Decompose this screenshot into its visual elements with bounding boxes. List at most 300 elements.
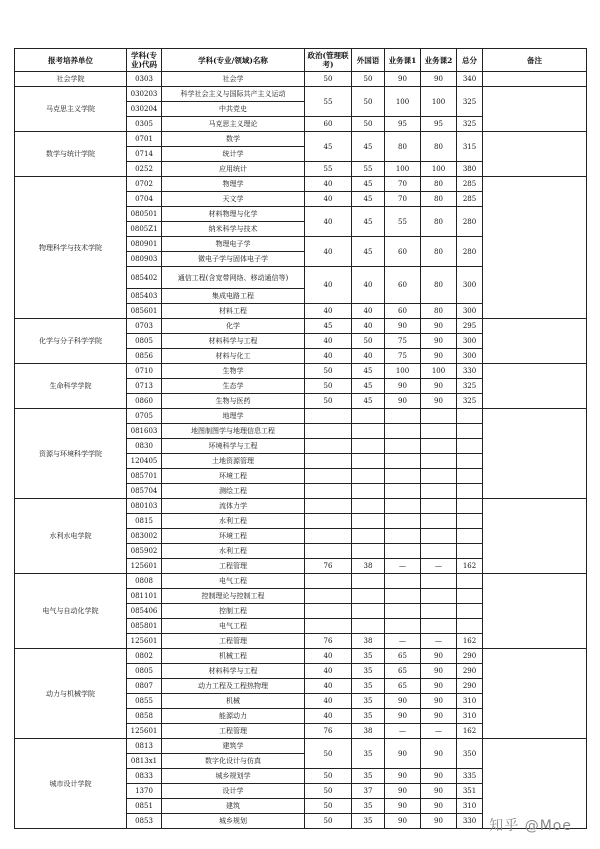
foreign-cell bbox=[352, 424, 385, 439]
foreign-cell bbox=[352, 409, 385, 424]
code-cell: 085403 bbox=[127, 289, 162, 304]
total-cell: 335 bbox=[457, 769, 483, 784]
name-cell: 地图制图学与地理信息工程 bbox=[162, 424, 305, 439]
name-cell: 天文学 bbox=[162, 192, 305, 207]
code-cell: 081603 bbox=[127, 424, 162, 439]
course1-cell: 70 bbox=[385, 177, 421, 192]
total-cell: 285 bbox=[457, 177, 483, 192]
course1-cell bbox=[385, 484, 421, 499]
politics-cell: 40 bbox=[305, 207, 352, 237]
politics-cell bbox=[305, 589, 352, 604]
course2-cell: 90 bbox=[421, 649, 457, 664]
foreign-cell: 38 bbox=[352, 559, 385, 574]
politics-cell bbox=[305, 469, 352, 484]
course2-cell: 90 bbox=[421, 394, 457, 409]
total-cell: 300 bbox=[457, 334, 483, 349]
foreign-cell: 40 bbox=[352, 267, 385, 304]
name-cell: 测绘工程 bbox=[162, 484, 305, 499]
foreign-cell bbox=[352, 544, 385, 559]
course2-cell: — bbox=[421, 724, 457, 739]
course2-cell: 95 bbox=[421, 117, 457, 132]
table-row bbox=[15, 87, 587, 102]
politics-cell: 40 bbox=[305, 237, 352, 267]
table-row bbox=[15, 499, 587, 514]
politics-cell bbox=[305, 574, 352, 589]
course1-cell bbox=[385, 619, 421, 634]
foreign-cell: 45 bbox=[352, 394, 385, 409]
remark-cell bbox=[483, 87, 587, 132]
course1-cell: 60 bbox=[385, 304, 421, 319]
course2-cell: 80 bbox=[421, 132, 457, 162]
foreign-cell: 45 bbox=[352, 364, 385, 379]
politics-cell: 50 bbox=[305, 769, 352, 784]
remark-cell bbox=[483, 574, 587, 649]
course2-cell: 100 bbox=[421, 364, 457, 379]
name-cell: 材料科学与工程 bbox=[162, 664, 305, 679]
course1-cell: 100 bbox=[385, 162, 421, 177]
header-unit: 报考培养单位 bbox=[15, 49, 127, 72]
total-cell: 290 bbox=[457, 649, 483, 664]
code-cell: 0701 bbox=[127, 132, 162, 147]
name-cell: 通信工程(含宽带网络、移动通信等) bbox=[162, 267, 305, 289]
total-cell: 300 bbox=[457, 349, 483, 364]
foreign-cell bbox=[352, 469, 385, 484]
course2-cell: 100 bbox=[421, 162, 457, 177]
course2-cell bbox=[421, 424, 457, 439]
course1-cell: 90 bbox=[385, 739, 421, 769]
foreign-cell: 45 bbox=[352, 379, 385, 394]
total-cell: 325 bbox=[457, 87, 483, 117]
total-cell: 295 bbox=[457, 319, 483, 334]
foreign-cell bbox=[352, 604, 385, 619]
course2-cell bbox=[421, 439, 457, 454]
table-body bbox=[15, 72, 587, 829]
foreign-cell bbox=[352, 499, 385, 514]
code-cell: 0856 bbox=[127, 349, 162, 364]
remark-cell bbox=[483, 364, 587, 409]
foreign-cell: 37 bbox=[352, 784, 385, 799]
name-cell: 工程管理 bbox=[162, 634, 305, 649]
course1-cell bbox=[385, 529, 421, 544]
politics-cell bbox=[305, 484, 352, 499]
header-total: 总分 bbox=[457, 49, 483, 72]
code-cell: 0855 bbox=[127, 694, 162, 709]
name-cell: 生物学 bbox=[162, 364, 305, 379]
course2-cell bbox=[421, 484, 457, 499]
code-cell: 085701 bbox=[127, 469, 162, 484]
code-cell: 0815 bbox=[127, 514, 162, 529]
course2-cell: 90 bbox=[421, 664, 457, 679]
course1-cell: 75 bbox=[385, 334, 421, 349]
politics-cell bbox=[305, 409, 352, 424]
politics-cell: 76 bbox=[305, 634, 352, 649]
foreign-cell: 35 bbox=[352, 664, 385, 679]
header-politics: 政治(管理联考) bbox=[305, 49, 352, 72]
remark-cell bbox=[483, 409, 587, 499]
total-cell bbox=[457, 469, 483, 484]
course1-cell: — bbox=[385, 634, 421, 649]
course1-cell: 95 bbox=[385, 117, 421, 132]
name-cell: 数学 bbox=[162, 132, 305, 147]
foreign-cell: 50 bbox=[352, 87, 385, 117]
code-cell: 0807 bbox=[127, 679, 162, 694]
total-cell bbox=[457, 619, 483, 634]
total-cell: 325 bbox=[457, 394, 483, 409]
name-cell: 能源动力 bbox=[162, 709, 305, 724]
course1-cell: 90 bbox=[385, 784, 421, 799]
name-cell: 流体力学 bbox=[162, 499, 305, 514]
politics-cell: 55 bbox=[305, 162, 352, 177]
code-cell: 1370 bbox=[127, 784, 162, 799]
course2-cell: 80 bbox=[421, 304, 457, 319]
code-cell: 030203 bbox=[127, 87, 162, 102]
name-cell: 城乡规划 bbox=[162, 814, 305, 829]
course2-cell: 100 bbox=[421, 87, 457, 117]
politics-cell bbox=[305, 454, 352, 469]
course1-cell: 100 bbox=[385, 87, 421, 117]
total-cell bbox=[457, 454, 483, 469]
total-cell: 315 bbox=[457, 132, 483, 162]
total-cell bbox=[457, 484, 483, 499]
course2-cell: 90 bbox=[421, 679, 457, 694]
total-cell: 290 bbox=[457, 679, 483, 694]
unit-cell: 物理科学与技术学院 bbox=[15, 177, 127, 319]
code-cell: 080501 bbox=[127, 207, 162, 222]
politics-cell: 40 bbox=[305, 694, 352, 709]
course1-cell: 90 bbox=[385, 709, 421, 724]
name-cell: 控制工程 bbox=[162, 604, 305, 619]
code-cell: 0853 bbox=[127, 814, 162, 829]
name-cell: 环境工程 bbox=[162, 469, 305, 484]
course2-cell: 80 bbox=[421, 237, 457, 267]
code-cell: 0713 bbox=[127, 379, 162, 394]
name-cell: 电气工程 bbox=[162, 574, 305, 589]
course2-cell: 90 bbox=[421, 349, 457, 364]
total-cell bbox=[457, 574, 483, 589]
politics-cell bbox=[305, 544, 352, 559]
course1-cell: 90 bbox=[385, 394, 421, 409]
header-course2: 业务课2 bbox=[421, 49, 457, 72]
name-cell: 材料与化工 bbox=[162, 349, 305, 364]
course1-cell: 65 bbox=[385, 664, 421, 679]
remark-cell bbox=[483, 132, 587, 177]
name-cell: 化学 bbox=[162, 319, 305, 334]
total-cell: 162 bbox=[457, 634, 483, 649]
foreign-cell: 35 bbox=[352, 814, 385, 829]
course1-cell: 90 bbox=[385, 694, 421, 709]
code-cell: 0813x1 bbox=[127, 754, 162, 769]
politics-cell: 55 bbox=[305, 87, 352, 117]
code-cell: 0833 bbox=[127, 769, 162, 784]
course1-cell: 70 bbox=[385, 192, 421, 207]
name-cell: 建筑学 bbox=[162, 739, 305, 754]
code-cell: 0858 bbox=[127, 709, 162, 724]
name-cell: 工程管理 bbox=[162, 724, 305, 739]
politics-cell: 40 bbox=[305, 334, 352, 349]
total-cell: 162 bbox=[457, 724, 483, 739]
course2-cell: 90 bbox=[421, 319, 457, 334]
course1-cell: — bbox=[385, 724, 421, 739]
code-cell: 0808 bbox=[127, 574, 162, 589]
total-cell: 325 bbox=[457, 379, 483, 394]
politics-cell: 40 bbox=[305, 267, 352, 304]
name-cell: 纳米科学与技术 bbox=[162, 222, 305, 237]
course1-cell: 90 bbox=[385, 799, 421, 814]
table-row bbox=[15, 72, 587, 87]
politics-cell: 45 bbox=[305, 319, 352, 334]
name-cell: 环境工程 bbox=[162, 529, 305, 544]
course1-cell bbox=[385, 514, 421, 529]
foreign-cell: 35 bbox=[352, 769, 385, 784]
politics-cell bbox=[305, 514, 352, 529]
name-cell: 环境科学与工程 bbox=[162, 439, 305, 454]
total-cell bbox=[457, 604, 483, 619]
politics-cell bbox=[305, 439, 352, 454]
code-cell: 085601 bbox=[127, 304, 162, 319]
header-name: 学科(专业/领域)名称 bbox=[162, 49, 305, 72]
name-cell: 物理电子学 bbox=[162, 237, 305, 252]
course2-cell: 90 bbox=[421, 334, 457, 349]
name-cell: 水利工程 bbox=[162, 514, 305, 529]
name-cell: 科学社会主义与国际共产主义运动 bbox=[162, 87, 305, 102]
politics-cell: 50 bbox=[305, 814, 352, 829]
course1-cell: 100 bbox=[385, 364, 421, 379]
name-cell: 中共党史 bbox=[162, 102, 305, 117]
unit-cell: 动力与机械学院 bbox=[15, 649, 127, 739]
politics-cell bbox=[305, 499, 352, 514]
name-cell: 建筑 bbox=[162, 799, 305, 814]
foreign-cell: 38 bbox=[352, 724, 385, 739]
name-cell: 生物与医药 bbox=[162, 394, 305, 409]
course2-cell: 90 bbox=[421, 72, 457, 87]
politics-cell: 40 bbox=[305, 664, 352, 679]
table-row bbox=[15, 319, 587, 334]
code-cell: 081101 bbox=[127, 589, 162, 604]
foreign-cell: 45 bbox=[352, 192, 385, 207]
foreign-cell: 45 bbox=[352, 132, 385, 162]
total-cell bbox=[457, 424, 483, 439]
politics-cell bbox=[305, 424, 352, 439]
total-cell: 350 bbox=[457, 739, 483, 769]
course2-cell: 90 bbox=[421, 694, 457, 709]
name-cell: 机械工程 bbox=[162, 649, 305, 664]
total-cell: 300 bbox=[457, 304, 483, 319]
remark-cell bbox=[483, 499, 587, 574]
total-cell bbox=[457, 409, 483, 424]
name-cell: 动力工程及工程热物理 bbox=[162, 679, 305, 694]
foreign-cell: 35 bbox=[352, 709, 385, 724]
politics-cell bbox=[305, 529, 352, 544]
course1-cell bbox=[385, 604, 421, 619]
table-row bbox=[15, 132, 587, 147]
code-cell: 0851 bbox=[127, 799, 162, 814]
table-row bbox=[15, 739, 587, 754]
course1-cell bbox=[385, 409, 421, 424]
table-row bbox=[15, 649, 587, 664]
course1-cell: 55 bbox=[385, 207, 421, 237]
name-cell: 水利工程 bbox=[162, 544, 305, 559]
code-cell: 0802 bbox=[127, 649, 162, 664]
name-cell: 设计学 bbox=[162, 784, 305, 799]
foreign-cell bbox=[352, 439, 385, 454]
header-code: 学科(专业)代码 bbox=[127, 49, 162, 72]
course1-cell: 90 bbox=[385, 319, 421, 334]
code-cell: 0805Z1 bbox=[127, 222, 162, 237]
course1-cell: 60 bbox=[385, 237, 421, 267]
foreign-cell: 40 bbox=[352, 349, 385, 364]
name-cell: 机械 bbox=[162, 694, 305, 709]
header-course1: 业务课1 bbox=[385, 49, 421, 72]
foreign-cell: 35 bbox=[352, 799, 385, 814]
course1-cell bbox=[385, 589, 421, 604]
remark-cell bbox=[483, 319, 587, 364]
remark-cell bbox=[483, 649, 587, 739]
code-cell: 085801 bbox=[127, 619, 162, 634]
foreign-cell bbox=[352, 619, 385, 634]
course2-cell bbox=[421, 529, 457, 544]
total-cell: 310 bbox=[457, 709, 483, 724]
course1-cell bbox=[385, 574, 421, 589]
course2-cell bbox=[421, 574, 457, 589]
course2-cell bbox=[421, 589, 457, 604]
foreign-cell: 50 bbox=[352, 117, 385, 132]
unit-cell: 数学与统计学院 bbox=[15, 132, 127, 177]
watermark: 知乎 @Moe bbox=[489, 818, 572, 834]
total-cell: 285 bbox=[457, 192, 483, 207]
course1-cell bbox=[385, 439, 421, 454]
total-cell: 310 bbox=[457, 694, 483, 709]
course2-cell: 90 bbox=[421, 769, 457, 784]
name-cell: 工程管理 bbox=[162, 559, 305, 574]
politics-cell bbox=[305, 619, 352, 634]
code-cell: 0702 bbox=[127, 177, 162, 192]
politics-cell bbox=[305, 604, 352, 619]
course1-cell bbox=[385, 454, 421, 469]
foreign-cell: 35 bbox=[352, 649, 385, 664]
name-cell: 数字化设计与仿真 bbox=[162, 754, 305, 769]
unit-cell: 马克思主义学院 bbox=[15, 87, 127, 132]
course1-cell: 90 bbox=[385, 769, 421, 784]
politics-cell: 40 bbox=[305, 709, 352, 724]
foreign-cell bbox=[352, 484, 385, 499]
course1-cell: 65 bbox=[385, 679, 421, 694]
code-cell: 0704 bbox=[127, 192, 162, 207]
course2-cell: 80 bbox=[421, 267, 457, 304]
total-cell: 280 bbox=[457, 237, 483, 267]
foreign-cell: 35 bbox=[352, 694, 385, 709]
unit-cell: 生命科学学院 bbox=[15, 364, 127, 409]
code-cell: 0703 bbox=[127, 319, 162, 334]
politics-cell: 50 bbox=[305, 394, 352, 409]
remark-cell bbox=[483, 177, 587, 319]
table-row bbox=[15, 364, 587, 379]
unit-cell: 电气与自动化学院 bbox=[15, 574, 127, 649]
score-table bbox=[14, 48, 587, 829]
total-cell: 290 bbox=[457, 664, 483, 679]
code-cell: 0705 bbox=[127, 409, 162, 424]
total-cell: 330 bbox=[457, 814, 483, 829]
name-cell: 集成电路工程 bbox=[162, 289, 305, 304]
total-cell: 380 bbox=[457, 162, 483, 177]
politics-cell: 40 bbox=[305, 177, 352, 192]
total-cell bbox=[457, 544, 483, 559]
politics-cell: 50 bbox=[305, 364, 352, 379]
course2-cell bbox=[421, 514, 457, 529]
course1-cell: 90 bbox=[385, 814, 421, 829]
course1-cell: 65 bbox=[385, 649, 421, 664]
name-cell: 物理学 bbox=[162, 177, 305, 192]
course2-cell bbox=[421, 454, 457, 469]
code-cell: 0805 bbox=[127, 664, 162, 679]
code-cell: 0303 bbox=[127, 72, 162, 87]
course2-cell: 90 bbox=[421, 799, 457, 814]
code-cell: 085704 bbox=[127, 484, 162, 499]
politics-cell: 60 bbox=[305, 117, 352, 132]
total-cell: 325 bbox=[457, 117, 483, 132]
unit-cell: 化学与分子科学学院 bbox=[15, 319, 127, 364]
total-cell: 280 bbox=[457, 207, 483, 237]
code-cell: 080903 bbox=[127, 252, 162, 267]
politics-cell: 50 bbox=[305, 739, 352, 769]
header-foreign: 外国语 bbox=[352, 49, 385, 72]
code-cell: 125601 bbox=[127, 634, 162, 649]
politics-cell: 40 bbox=[305, 304, 352, 319]
total-cell: 351 bbox=[457, 784, 483, 799]
name-cell: 电气工程 bbox=[162, 619, 305, 634]
politics-cell: 40 bbox=[305, 192, 352, 207]
header-row bbox=[15, 49, 587, 72]
politics-cell: 45 bbox=[305, 132, 352, 162]
course2-cell: — bbox=[421, 634, 457, 649]
name-cell: 土地资源管理 bbox=[162, 454, 305, 469]
course2-cell: 90 bbox=[421, 379, 457, 394]
code-cell: 0813 bbox=[127, 739, 162, 754]
course2-cell bbox=[421, 409, 457, 424]
course1-cell bbox=[385, 544, 421, 559]
course1-cell: 90 bbox=[385, 379, 421, 394]
course2-cell bbox=[421, 469, 457, 484]
course1-cell: 80 bbox=[385, 132, 421, 162]
table-row bbox=[15, 409, 587, 424]
name-cell: 生态学 bbox=[162, 379, 305, 394]
course2-cell bbox=[421, 499, 457, 514]
course2-cell: 90 bbox=[421, 814, 457, 829]
foreign-cell: 40 bbox=[352, 319, 385, 334]
foreign-cell: 50 bbox=[352, 72, 385, 87]
total-cell bbox=[457, 589, 483, 604]
total-cell bbox=[457, 439, 483, 454]
name-cell: 马克思主义理论 bbox=[162, 117, 305, 132]
foreign-cell: 38 bbox=[352, 634, 385, 649]
course1-cell: 60 bbox=[385, 267, 421, 304]
foreign-cell bbox=[352, 514, 385, 529]
foreign-cell: 35 bbox=[352, 739, 385, 769]
course2-cell bbox=[421, 619, 457, 634]
course2-cell: 90 bbox=[421, 739, 457, 769]
foreign-cell: 45 bbox=[352, 177, 385, 192]
foreign-cell bbox=[352, 529, 385, 544]
unit-cell: 资源与环境科学学院 bbox=[15, 409, 127, 499]
code-cell: 0830 bbox=[127, 439, 162, 454]
course1-cell bbox=[385, 469, 421, 484]
course2-cell: — bbox=[421, 559, 457, 574]
code-cell: 0710 bbox=[127, 364, 162, 379]
politics-cell: 50 bbox=[305, 379, 352, 394]
course1-cell: 90 bbox=[385, 72, 421, 87]
header-remark: 备注 bbox=[483, 49, 587, 72]
name-cell: 应用统计 bbox=[162, 162, 305, 177]
course2-cell: 80 bbox=[421, 207, 457, 237]
